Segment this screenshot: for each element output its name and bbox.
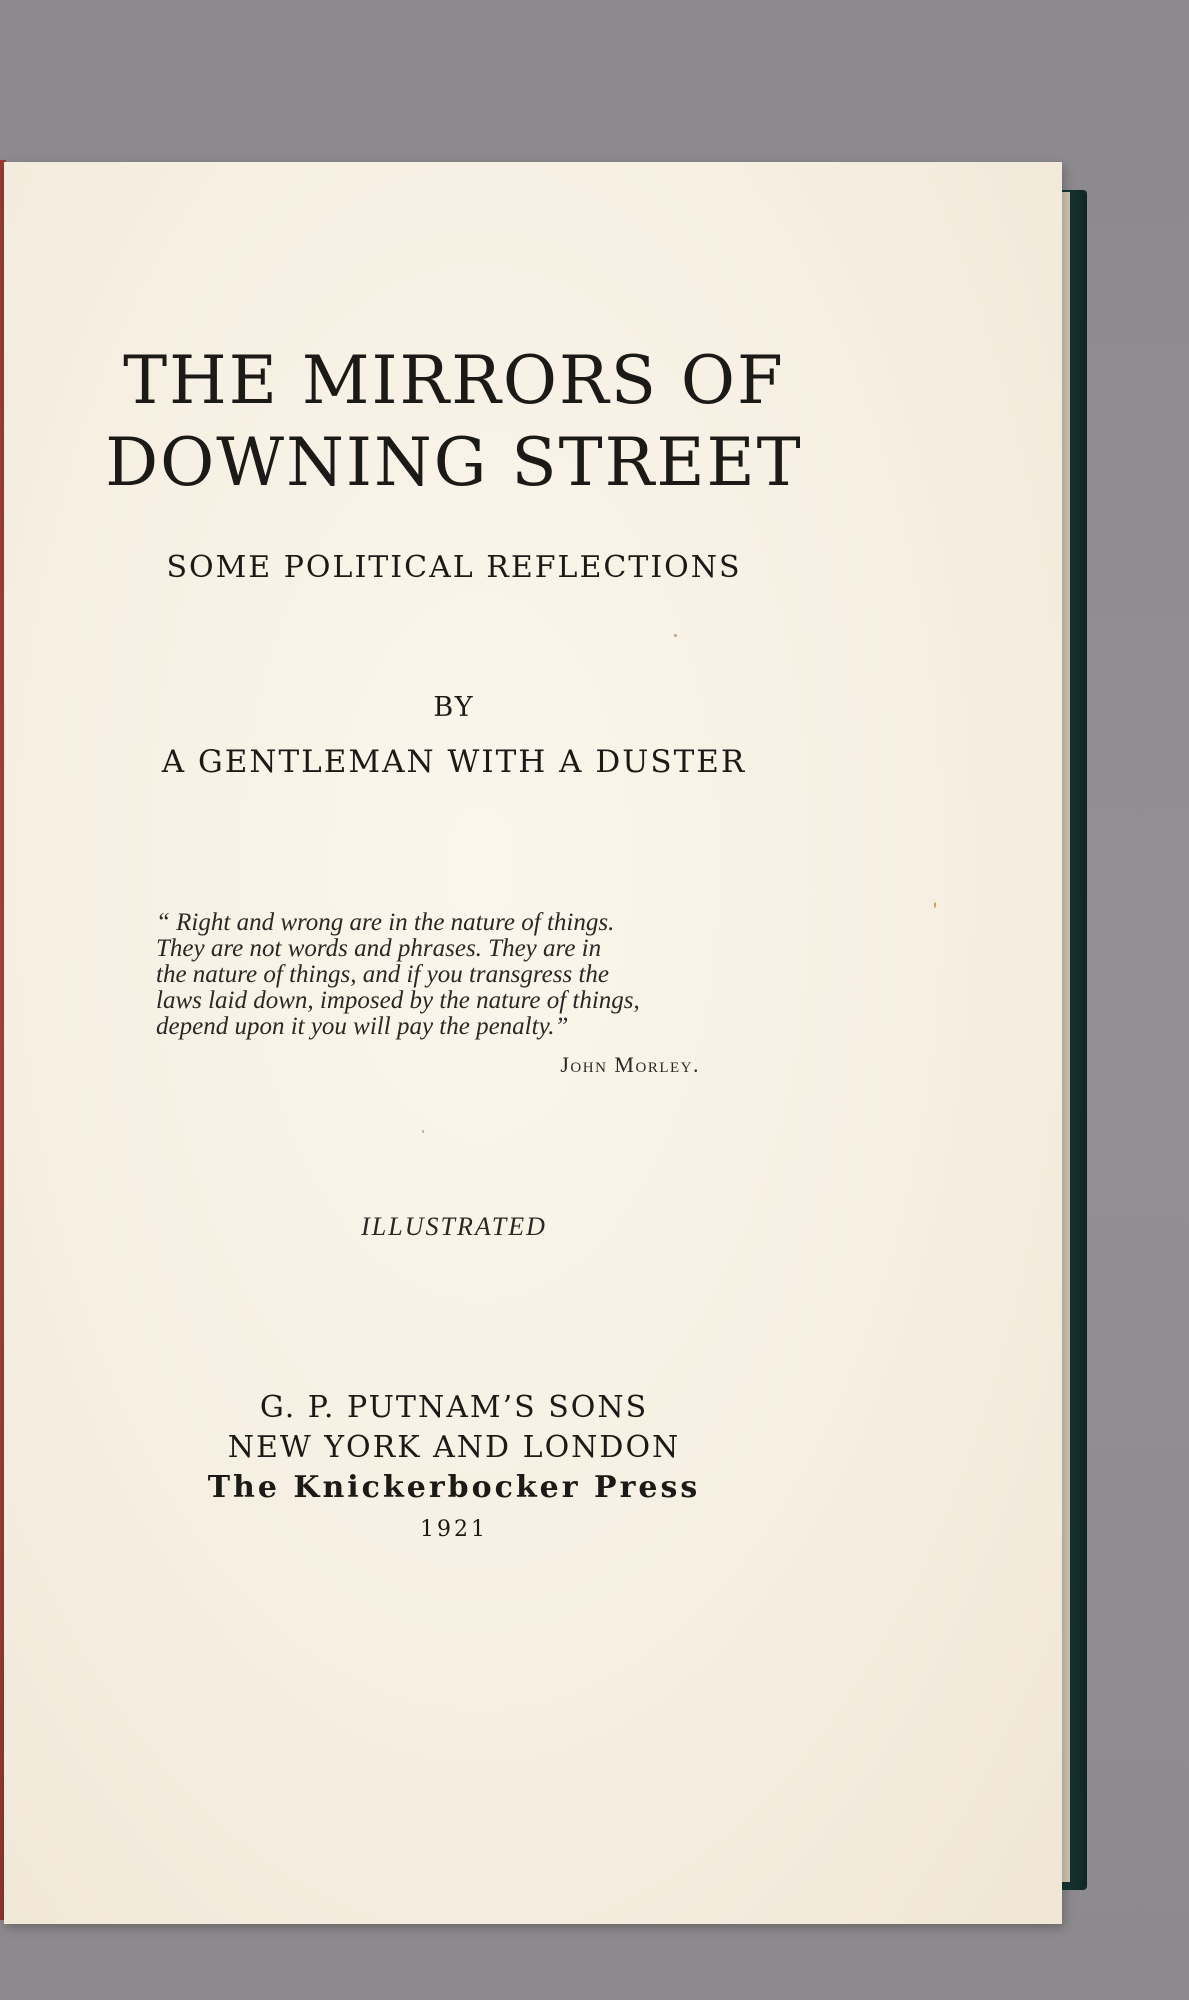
epigraph-line: They are not words and phrases. They are in [156, 935, 602, 962]
epigraph [156, 910, 736, 1078]
byline-author: A GENTLEMAN WITH A DUSTER [161, 744, 747, 780]
book-title [4, 340, 904, 504]
illustrated-note: ILLUSTRATED [361, 1212, 547, 1241]
publisher-name: G. P. PUTNAM’S SONS [259, 1390, 649, 1425]
title-page [4, 162, 1062, 1924]
publication-year: 1921 [420, 1517, 488, 1542]
book-subtitle: SOME POLITICAL REFLECTIONS [166, 550, 742, 585]
epigraph-line: depend upon it you will pay the penalty.” [156, 1013, 569, 1040]
epigraph-attribution: John Morley. [560, 1052, 700, 1077]
paper-speck [674, 634, 677, 637]
publisher-cities: NEW YORK AND LONDON [227, 1430, 681, 1465]
epigraph-line: “ Right and wrong are in the nature of things. [156, 909, 615, 936]
publisher-press: The Knickerbocker Press [207, 1470, 701, 1505]
epigraph-line: the nature of things, and if you transgress the [156, 961, 609, 988]
publisher-block [4, 1388, 904, 1550]
book-title-line-2: DOWNING STREET [105, 424, 803, 501]
byline-by: BY [433, 692, 475, 723]
paper-speck [934, 902, 936, 908]
epigraph-line: laws laid down, imposed by the nature of things, [156, 987, 640, 1014]
paper-speck [422, 1130, 424, 1133]
book-title-line-1: THE MIRRORS OF [123, 342, 785, 419]
